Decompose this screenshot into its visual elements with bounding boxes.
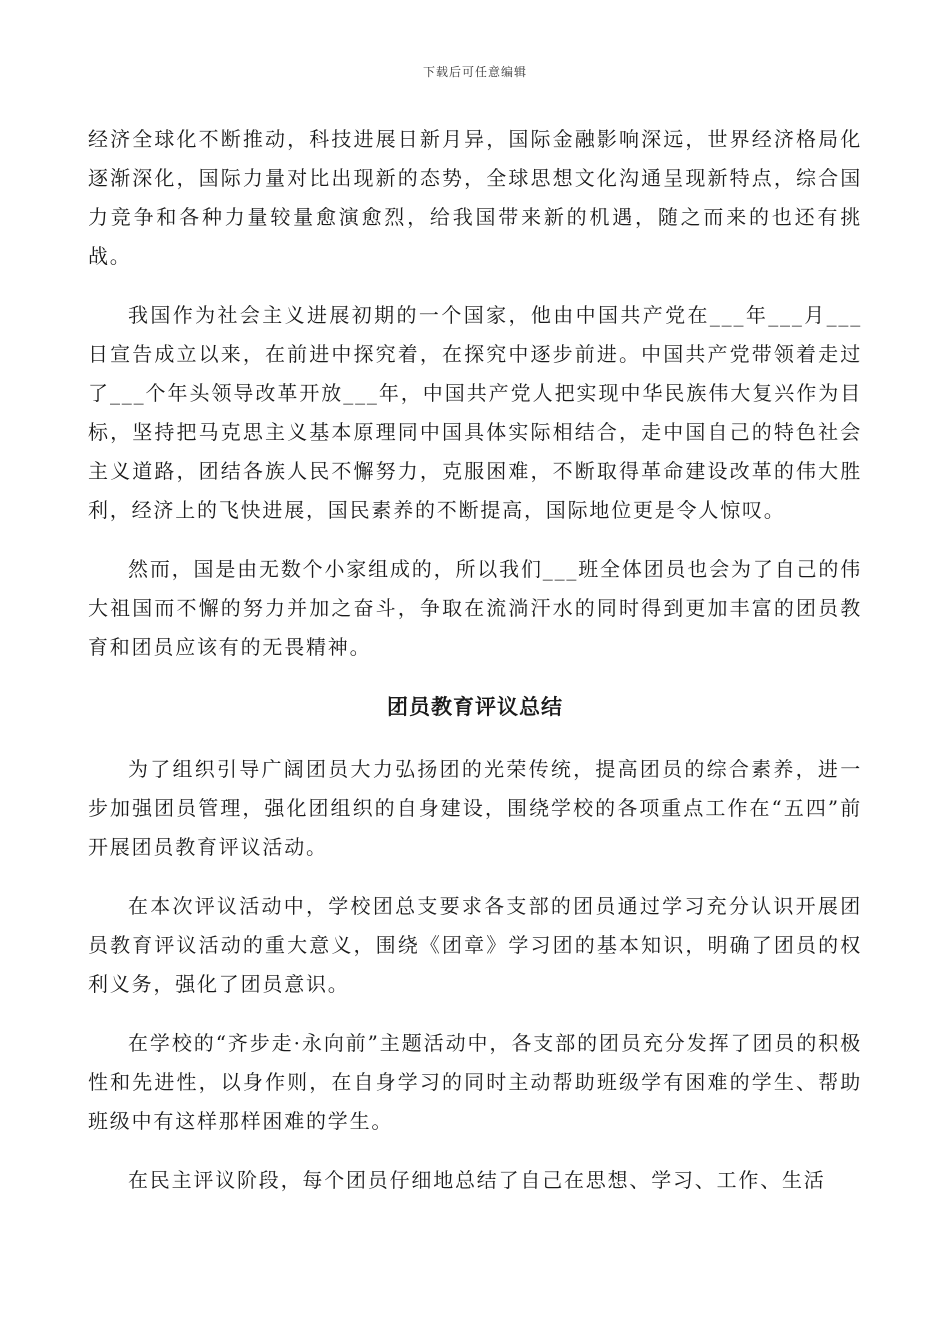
paragraph: 经济全球化不断推动，科技进展日新月异，国际金融影响深远，世界经济格局化逐渐深化，国际力量对比出现新的态势，全球思想文化沟通呈现新特点，综合国力竞争和各种力量较量愈演愈烈，给我国带来新的机遇，随之而来的也还有挑战。 — [88, 127, 862, 268]
paragraph: 为了组织引导广阔团员大力弘扬团的光荣传统，提高团员的综合素养，进一步加强团员管理，强化团组织的自身建设，围绕学校的各项重点工作在“五四”前开展团员教育评议活动。 — [88, 757, 862, 859]
paragraph: 在民主评议阶段，每个团员仔细地总结了自己在思想、学习、工作、生活 — [128, 1168, 826, 1192]
header-note: 下载后可任意编辑 — [422, 65, 527, 79]
paragraph: 在学校的“齐步走·永向前”主题活动中，各支部的团员充分发挥了团员的积极性和先进性，以身作则，在自身学习的同时主动帮助班级学有困难的学生、帮助班级中有这样那样困难的学生。 — [88, 1031, 862, 1133]
paragraph: 我国作为社会主义进展初期的一个国家，他由中国共产党在___年___月___日宣告成立以来，在前进中探究着，在探究中逐步前进。中国共产党带领着走过了___个年头领导改革开放___年，中国共产党人把实现中华民族伟大复兴作为目标，坚持把马克思主义基本原理同中国具体实际相结合，走中国自己的特色社会主义道路，团结各族人民不懈努力，克服困难，不断取得革命建设改革的伟大胜利，经济上的飞快进展，国民素养的不断提高，国际地位更是令人惊叹。 — [88, 303, 862, 522]
document-body — [88, 120, 862, 1220]
paragraph: 然而，国是由无数个小家组成的，所以我们___班全体团员也会为了自己的伟大祖国而不懈的努力并加之奋斗，争取在流淌汗水的同时得到更加丰富的团员教育和团员应该有的无畏精神。 — [88, 557, 862, 659]
section-title: 团员教育评议总结 — [387, 694, 563, 719]
paragraph: 在本次评议活动中，学校团总支要求各支部的团员通过学习充分认识开展团员教育评议活动的重大意义，围绕《团章》学习团的基本知识，明确了团员的权利义务，强化了团员意识。 — [88, 894, 862, 996]
